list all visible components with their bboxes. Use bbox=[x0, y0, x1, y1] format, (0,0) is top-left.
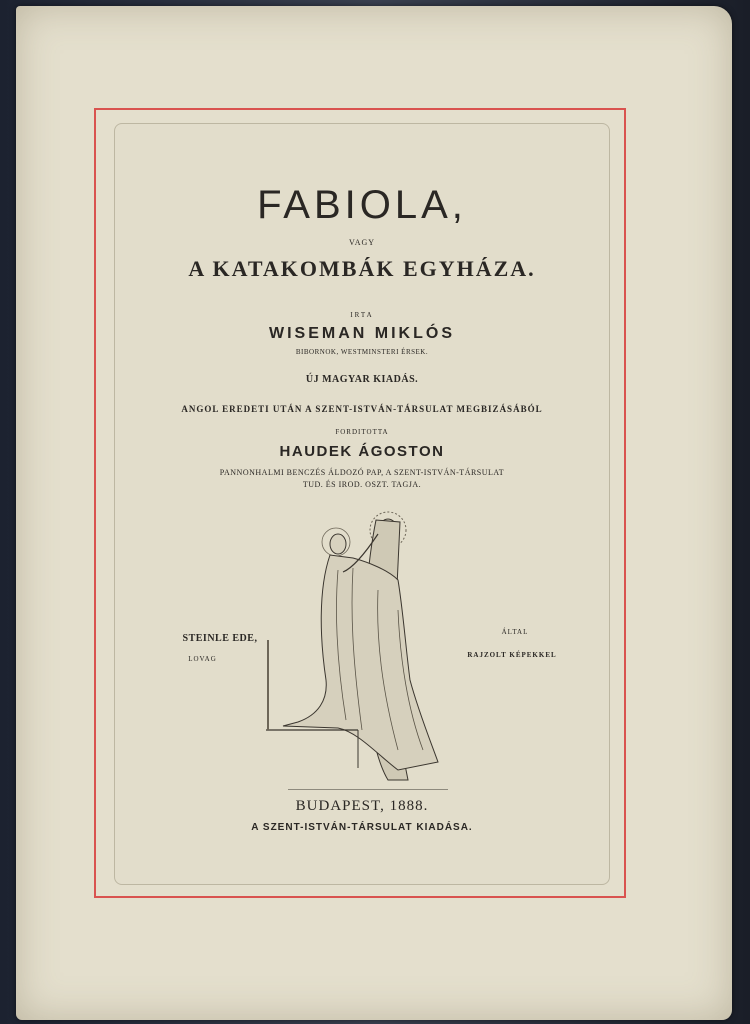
book-subtitle: A KATAKOMBÁK EGYHÁZA. bbox=[188, 256, 536, 281]
kneeling-saint-engraving bbox=[258, 500, 458, 790]
translator-title-line-1: PANNONHALMI BENCZÉS ÁLDOZÓ PAP, A SZENT-ISTVÁN-TÁRSULAT bbox=[219, 468, 505, 477]
translator-title-line-2: TUD. ÉS IROD. OSZT. TAGJA. bbox=[302, 480, 422, 489]
source-note: ANGOL EREDETI UTÁN A SZENT-ISTVÁN-TÁRSULAT MEGBIZÁSÁBÓL bbox=[181, 404, 543, 414]
edition-note: ÚJ MAGYAR KIADÁS. bbox=[305, 374, 419, 385]
publisher: A SZENT-ISTVÁN-TÁRSULAT KIADÁSA. bbox=[251, 822, 473, 833]
translator-prefix: FORDITOTTA bbox=[335, 428, 389, 436]
conjunction: VAGY bbox=[348, 238, 376, 247]
place-and-year: BUDAPEST, 1888. bbox=[295, 798, 429, 814]
author-name: WISEMAN MIKLÓS bbox=[269, 325, 455, 342]
author-prefix: IRTA bbox=[350, 311, 374, 319]
illustrator-rank: LOVAG bbox=[188, 655, 217, 663]
book-title: FABIOLA, bbox=[257, 183, 467, 227]
author-title: BIBORNOK, WESTMINSTERI ÉRSEK. bbox=[295, 348, 429, 356]
illustrator-name: STEINLE EDE, bbox=[182, 633, 258, 644]
illustrator-by: ÁLTAL bbox=[501, 628, 529, 636]
illustrations-note: RAJZOLT KÉPEKKEL bbox=[467, 651, 557, 659]
translator-name: HAUDEK ÁGOSTON bbox=[279, 443, 445, 460]
